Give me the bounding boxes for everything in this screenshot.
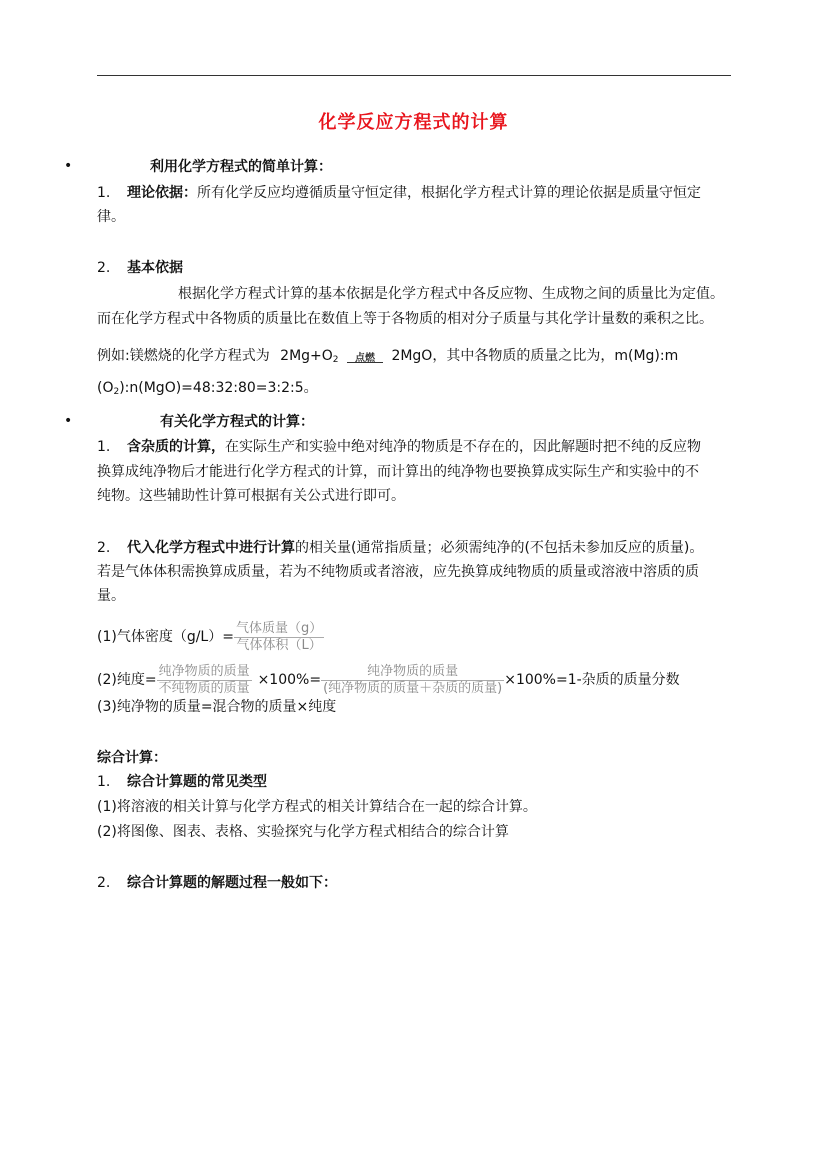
section2-heading: 有关化学方程式的计算： <box>160 414 314 430</box>
header-rule <box>97 75 731 76</box>
s2-p2-line2: 若是气体体积需换算成质量，若为不纯物质或者溶液，应先换算成纯物质的质量或溶液中溶质的质 <box>97 564 699 580</box>
s1-p2-line2: 而在化学方程式中各物质的质量比在数值上等于各物质的相对分子质量与其化学计量数的乘积之比。 <box>97 311 713 327</box>
s1-p1-text: 所有化学反应均遵循质量守恒定律，根据化学方程式计算的理论依据是质量守恒定 <box>197 185 701 201</box>
section1-heading: 利用化学方程式的简单计算： <box>150 159 332 175</box>
formula-pure-mass: (3)纯净物的质量=混合物的质量×纯度 <box>97 699 337 715</box>
purity-denominator-1: 不纯物质的质量 <box>158 680 250 696</box>
s3-p2-heading <box>97 872 337 894</box>
s3-p1-bold: 综合计算题的常见类型 <box>127 774 267 790</box>
density-denominator: 气体体积（L） <box>234 637 324 654</box>
s2-p1-line2: 换算成纯净物后才能进行化学方程式的计算，而计算出的纯净物也要换算成实际生产和实验中的不 <box>97 464 699 480</box>
s1-example-line2 <box>97 377 318 403</box>
s2-p1-num: 1. <box>97 439 111 455</box>
purity-numerator-1: 纯净物质的质量 <box>158 663 250 679</box>
s3-p2-bold: 综合计算题的解题过程一般如下： <box>127 875 337 891</box>
s1-p2-bold: 基本依据 <box>127 260 183 276</box>
s2-p1-line3: 纯物。这些辅助性计算可根据有关公式进行即可。 <box>97 488 405 504</box>
page-title: 化学反应方程式的计算 <box>318 112 509 133</box>
purity-mid: ×100%= <box>257 672 322 688</box>
purity-end: ×100%=1-杂质的质量分数 <box>504 672 680 688</box>
purity-denominator-2: (纯净物质的质量＋杂质的质量) <box>323 680 503 696</box>
reaction-arrow <box>343 353 387 371</box>
s1-example-line1 <box>97 345 678 371</box>
bullet-icon: • <box>64 413 73 429</box>
purity-numerator-2: 纯净物质的质量 <box>367 663 459 679</box>
s1-p2-line1: 根据化学方程式计算的基本依据是化学方程式中各反应物、生成物之间的质量比为定值。 <box>178 286 724 302</box>
purity-fraction-1 <box>157 664 252 697</box>
formula-density-label: (1)气体密度（g/L）= <box>97 629 234 645</box>
s1-p1-line1 <box>97 182 701 204</box>
s1-p1-num: 1. <box>97 185 111 201</box>
formula-density <box>97 620 324 654</box>
s1-p2-heading <box>97 257 183 279</box>
s1-p1-line2: 律。 <box>97 209 125 225</box>
s2-p1-text: 在实际生产和实验中绝对纯净的物质是不存在的，因此解题时把不纯的反应物 <box>225 439 701 455</box>
purity-fraction-2 <box>321 664 504 697</box>
s1-p2-num: 2. <box>97 260 111 276</box>
s2-p1-bold: 含杂质的计算， <box>127 439 225 455</box>
section3-heading: 综合计算： <box>97 750 167 766</box>
s3-p2-num: 2. <box>97 875 111 891</box>
s2-p2-line1 <box>97 537 703 559</box>
s2-p2-num: 2. <box>97 540 111 556</box>
formula-purity <box>97 662 680 698</box>
reaction-condition: 点燃 <box>354 353 375 364</box>
example-l2-subscript: 2 <box>113 387 120 397</box>
s2-p2-line3: 量。 <box>97 588 125 604</box>
equation-lhs-text: 2Mg+O <box>280 348 333 364</box>
example-l2-a: (O <box>97 380 114 396</box>
s2-p2-bold: 代入化学方程式中进行计算 <box>127 540 295 556</box>
formula-density-fraction <box>234 621 324 654</box>
example-post: ，其中各物质的质量之比为，m(Mg):m <box>432 348 679 364</box>
s3-p1-item2: (2)将图像、图表、表格、实验探究与化学方程式相结合的综合计算 <box>97 824 509 840</box>
s3-p1-item1: (1)将溶液的相关计算与化学方程式的相关计算结合在一起的综合计算。 <box>97 799 537 815</box>
s1-p1-bold: 理论依据： <box>127 185 197 201</box>
formula-purity-label: (2)纯度= <box>97 672 157 688</box>
s2-p2-text: 的相关量(通常指质量；必须需纯净的(不包括未参加反应的质量)。 <box>295 540 704 556</box>
s3-p1-heading <box>97 771 267 793</box>
s3-p1-num: 1. <box>97 774 111 790</box>
s2-p1-line1 <box>97 436 701 458</box>
bullet-icon: • <box>64 158 73 174</box>
example-prefix: 例如:镁燃烧的化学方程式为 <box>97 348 270 364</box>
equation-rhs: 2MgO <box>391 348 433 364</box>
equation-lhs <box>280 348 338 364</box>
example-l2-b: ):n(MgO)=48:32:80=3:2:5。 <box>119 380 318 396</box>
equation-lhs-subscript: 2 <box>332 355 339 365</box>
density-numerator: 气体质量（g） <box>235 620 323 636</box>
